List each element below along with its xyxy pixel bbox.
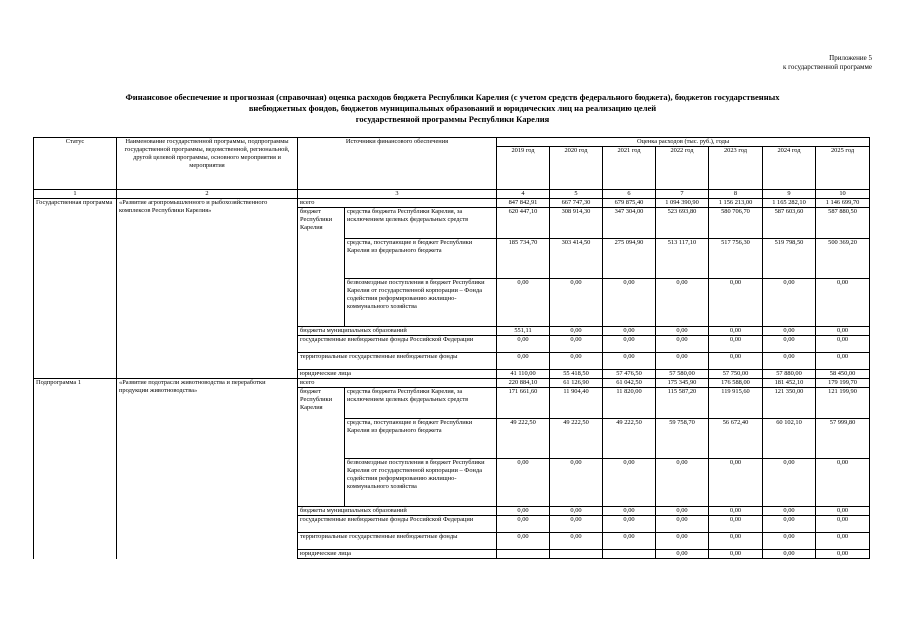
source-label: государственные внебюджетные фонды Российской Федерации (298, 336, 497, 353)
value-cell: 57 580,00 (656, 370, 709, 379)
value-cell: 0,00 (709, 459, 763, 507)
value-cell: 49 222,50 (497, 419, 550, 459)
source-label: бюджеты муниципальных образований (298, 327, 497, 336)
value-cell: 308 914,30 (550, 208, 603, 239)
value-cell: 0,00 (816, 279, 870, 327)
col-number: 1 (34, 190, 117, 199)
status-cell: Подпрограмма 1 (34, 379, 117, 559)
value-cell: 0,00 (656, 353, 709, 370)
value-cell: 0,00 (603, 336, 656, 353)
appendix-note (783, 54, 872, 72)
header-year: 2020 год (550, 147, 603, 190)
value-cell: 0,00 (709, 507, 763, 516)
col-number: 9 (763, 190, 816, 199)
value-cell: 179 199,70 (816, 379, 870, 388)
value-cell: 0,00 (816, 533, 870, 550)
value-cell: 0,00 (603, 353, 656, 370)
source-label: юридические лица (298, 550, 497, 559)
value-cell: 0,00 (656, 550, 709, 559)
title-line-2: внебюджетных фондов, бюджетов муниципальных образований и юридических лиц на реализацию целей (248, 103, 657, 113)
value-cell: 0,00 (656, 507, 709, 516)
value-cell: 0,00 (497, 336, 550, 353)
value-cell: 620 447,10 (497, 208, 550, 239)
appendix-line-1: Приложение 5 (829, 54, 872, 62)
value-cell: 587 880,50 (816, 208, 870, 239)
program-name-cell: «Развитие подотрасли животноводства и переработки продукции животноводства» (117, 379, 298, 559)
source-label: безвозмездные поступления в бюджет Республики Карелия от государственной корпорации – Фонда содействия реформированию жилищно-коммунального хозяйства (345, 459, 497, 507)
header-year: 2022 год (656, 147, 709, 190)
value-cell: 551,11 (497, 327, 550, 336)
value-cell: 0,00 (816, 327, 870, 336)
value-cell: 0,00 (709, 550, 763, 559)
appendix-line-2: к государственной программе (783, 63, 872, 71)
value-cell: 175 345,90 (656, 379, 709, 388)
value-cell: 185 734,70 (497, 239, 550, 279)
source-label: юридические лица (298, 370, 497, 379)
value-cell: 0,00 (763, 516, 816, 533)
col-number: 10 (816, 190, 870, 199)
value-cell: 11 904,40 (550, 388, 603, 419)
value-cell: 61 126,90 (550, 379, 603, 388)
source-label: безвозмездные поступления в бюджет Республики Карелия от государственной корпорации – Фонда содействия реформированию жилищно-коммунального хозяйства (345, 279, 497, 327)
value-cell: 0,00 (603, 533, 656, 550)
value-cell: 176 588,00 (709, 379, 763, 388)
value-cell: 275 094,90 (603, 239, 656, 279)
status-cell: Государственная программа (34, 199, 117, 379)
block1-row-total (34, 199, 870, 208)
col-number: 7 (656, 190, 709, 199)
source-label: всего (298, 379, 497, 388)
value-cell: 0,00 (603, 459, 656, 507)
value-cell: 0,00 (816, 459, 870, 507)
value-cell: 171 661,60 (497, 388, 550, 419)
value-cell: 0,00 (816, 336, 870, 353)
value-cell: 1 146 699,70 (816, 199, 870, 208)
value-cell: 0,00 (763, 507, 816, 516)
value-cell: 11 820,00 (603, 388, 656, 419)
title-line-3: государственной программы Республики Карелия (355, 114, 550, 124)
value-cell (603, 550, 656, 559)
value-cell (497, 550, 550, 559)
value-cell: 0,00 (603, 507, 656, 516)
value-cell: 517 756,30 (709, 239, 763, 279)
value-cell: 0,00 (763, 533, 816, 550)
value-cell: 1 156 213,00 (709, 199, 763, 208)
value-cell: 220 884,10 (497, 379, 550, 388)
col-number: 2 (117, 190, 298, 199)
value-cell: 500 369,20 (816, 239, 870, 279)
value-cell: 0,00 (709, 533, 763, 550)
value-cell: 0,00 (816, 353, 870, 370)
value-cell: 0,00 (816, 507, 870, 516)
value-cell: 0,00 (763, 459, 816, 507)
value-cell: 0,00 (550, 353, 603, 370)
value-cell: 0,00 (497, 353, 550, 370)
value-cell: 49 222,50 (603, 419, 656, 459)
finance-table (33, 137, 870, 559)
value-cell: 181 452,10 (763, 379, 816, 388)
header-name: Наименование государственной программы, подпрограммы государственной программы, ведомственной, региональной, другой целевой программы, основного мероприятия и мероприятия (117, 138, 298, 190)
value-cell: 0,00 (550, 459, 603, 507)
value-cell: 667 747,30 (550, 199, 603, 208)
value-cell: 121 199,90 (816, 388, 870, 419)
value-cell: 0,00 (550, 507, 603, 516)
source-label: государственные внебюджетные фонды Российской Федерации (298, 516, 497, 533)
column-numbers-row (34, 190, 870, 199)
value-cell: 57 750,00 (709, 370, 763, 379)
col-number: 3 (298, 190, 497, 199)
value-cell: 0,00 (763, 550, 816, 559)
value-cell: 0,00 (816, 550, 870, 559)
value-cell: 0,00 (656, 533, 709, 550)
value-cell: 679 875,40 (603, 199, 656, 208)
value-cell: 0,00 (603, 327, 656, 336)
header-source: Источники финансового обеспечения (298, 138, 497, 190)
value-cell: 57 880,00 (763, 370, 816, 379)
block2-row-total (34, 379, 870, 388)
source-label: бюджеты муниципальных образований (298, 507, 497, 516)
value-cell: 121 350,00 (763, 388, 816, 419)
header-year: 2025 год (816, 147, 870, 190)
col-number: 5 (550, 190, 603, 199)
source-label: всего (298, 199, 497, 208)
value-cell: 1 094 390,90 (656, 199, 709, 208)
rk-budget-label: бюджет Республики Карелия (298, 388, 345, 507)
header-year: 2021 год (603, 147, 656, 190)
value-cell: 0,00 (763, 279, 816, 327)
value-cell: 519 798,50 (763, 239, 816, 279)
rk-budget-label: бюджет Республики Карелия (298, 208, 345, 327)
col-number: 4 (497, 190, 550, 199)
value-cell: 1 165 282,10 (763, 199, 816, 208)
value-cell: 0,00 (603, 279, 656, 327)
value-cell: 0,00 (816, 516, 870, 533)
value-cell: 61 042,50 (603, 379, 656, 388)
value-cell: 0,00 (709, 353, 763, 370)
value-cell: 0,00 (603, 516, 656, 533)
value-cell: 0,00 (497, 507, 550, 516)
source-label: средства бюджета Республики Карелия, за исключением целевых федеральных средств (345, 388, 497, 419)
value-cell: 57 476,50 (603, 370, 656, 379)
value-cell: 115 587,20 (656, 388, 709, 419)
value-cell: 347 304,00 (603, 208, 656, 239)
value-cell: 0,00 (709, 279, 763, 327)
value-cell: 0,00 (497, 516, 550, 533)
value-cell: 55 418,50 (550, 370, 603, 379)
value-cell: 0,00 (709, 336, 763, 353)
value-cell: 57 999,80 (816, 419, 870, 459)
header-year: 2024 год (763, 147, 816, 190)
value-cell: 513 117,10 (656, 239, 709, 279)
value-cell: 0,00 (763, 336, 816, 353)
value-cell: 523 693,80 (656, 208, 709, 239)
value-cell: 0,00 (550, 516, 603, 533)
source-label: средства бюджета Республики Карелия, за исключением целевых федеральных средств (345, 208, 497, 239)
value-cell: 58 450,00 (816, 370, 870, 379)
value-cell: 41 110,00 (497, 370, 550, 379)
value-cell: 0,00 (763, 327, 816, 336)
col-number: 6 (603, 190, 656, 199)
value-cell: 0,00 (550, 336, 603, 353)
header-estimate: Оценка расходов (тыс. руб.), годы (497, 138, 870, 147)
value-cell: 56 672,40 (709, 419, 763, 459)
value-cell: 119 915,60 (709, 388, 763, 419)
value-cell: 0,00 (709, 327, 763, 336)
col-number: 8 (709, 190, 763, 199)
value-cell: 60 102,10 (763, 419, 816, 459)
value-cell: 49 222,50 (550, 419, 603, 459)
value-cell: 0,00 (497, 459, 550, 507)
value-cell: 0,00 (709, 516, 763, 533)
value-cell: 587 603,60 (763, 208, 816, 239)
value-cell: 59 758,70 (656, 419, 709, 459)
value-cell: 0,00 (656, 327, 709, 336)
value-cell: 0,00 (656, 279, 709, 327)
header-year: 2023 год (709, 147, 763, 190)
header-status: Статус (34, 138, 117, 190)
value-cell: 0,00 (763, 353, 816, 370)
source-label: территориальные государственные внебюджетные фонды (298, 533, 497, 550)
value-cell: 303 414,50 (550, 239, 603, 279)
value-cell (550, 550, 603, 559)
value-cell: 0,00 (550, 533, 603, 550)
value-cell: 847 842,91 (497, 199, 550, 208)
value-cell: 0,00 (550, 327, 603, 336)
value-cell: 0,00 (497, 533, 550, 550)
value-cell: 0,00 (550, 279, 603, 327)
value-cell: 0,00 (656, 336, 709, 353)
value-cell: 580 706,70 (709, 208, 763, 239)
header-row (34, 138, 870, 147)
source-label: территориальные государственные внебюджетные фонды (298, 353, 497, 370)
value-cell: 0,00 (656, 516, 709, 533)
source-label: средства, поступающие в бюджет Республики Карелия из федерального бюджета (345, 239, 497, 279)
document-title (50, 92, 855, 125)
value-cell: 0,00 (497, 279, 550, 327)
header-year: 2019 год (497, 147, 550, 190)
title-line-1: Финансовое обеспечение и прогнозная (справочная) оценка расходов бюджета Республики Карелия (с учетом средств федерального бюджета), бюджетов государственных (125, 92, 780, 102)
source-label: средства, поступающие в бюджет Республики Карелия из федерального бюджета (345, 419, 497, 459)
value-cell: 0,00 (656, 459, 709, 507)
program-name-cell: «Развитие агропромышленного и рыбохозяйственного комплексов Республики Карелия» (117, 199, 298, 379)
